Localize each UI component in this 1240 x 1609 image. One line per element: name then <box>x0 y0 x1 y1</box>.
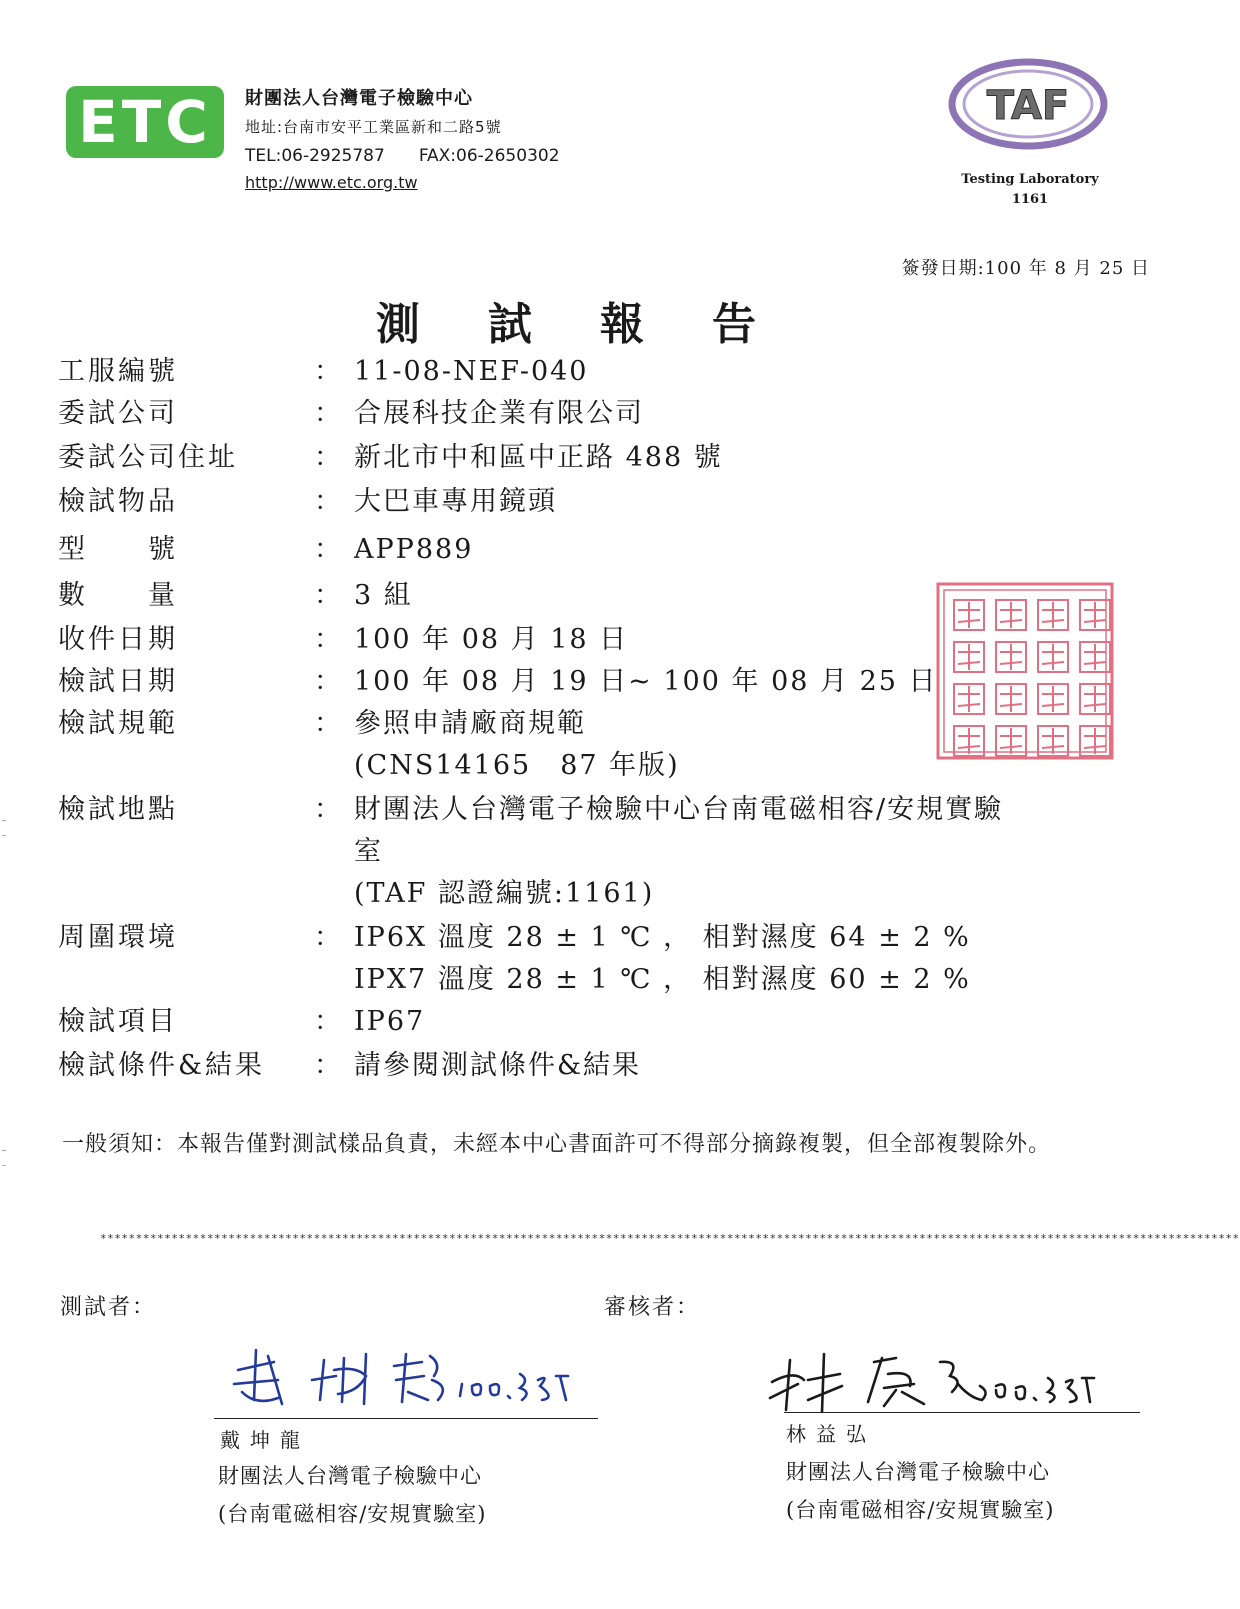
margin-mark <box>2 835 6 836</box>
field-value <box>354 790 1114 916</box>
field-value <box>354 1046 1114 1088</box>
tester-role-label: 測試者： <box>60 1295 157 1320</box>
field-label: 委試公司 <box>58 398 178 429</box>
margin-mark <box>2 820 6 821</box>
field-colon: ： <box>314 580 341 611</box>
taf-number: 1161 <box>1011 192 1049 207</box>
field-colon: ： <box>314 624 341 655</box>
issue-date: 簽發日期:100 年 8 月 25 日 <box>901 258 1150 279</box>
field-value-line: 100 年 08 月 18 日 <box>354 624 629 655</box>
field-label: 檢試條件&結果 <box>58 1050 266 1081</box>
field-value <box>354 482 1114 524</box>
field-value <box>354 394 1114 436</box>
field-value <box>354 1002 1114 1044</box>
field-value-line: 合展科技企業有限公司 <box>354 398 644 429</box>
field-colon: ： <box>314 794 341 825</box>
field-value-line: 室 <box>354 836 383 867</box>
field-colon: ： <box>314 922 341 953</box>
field-value <box>354 438 1114 480</box>
field-value-line: 請參閱測試條件&結果 <box>354 1050 642 1081</box>
field-label: 型 號 <box>58 534 178 565</box>
report-title: 測試報告 <box>376 299 824 350</box>
reviewer-signature <box>764 1340 1144 1420</box>
reviewer-org: 財團法人台灣電子檢驗中心 <box>786 1460 1050 1484</box>
field-colon: ： <box>314 356 341 387</box>
field-label: 收件日期 <box>58 624 178 655</box>
field-label: 檢試規範 <box>58 708 178 739</box>
general-notice: 一般須知：本報告僅對測試樣品負責，未經本中心書面許可不得部分摘錄複製，但全部複製除外。 <box>62 1132 1052 1157</box>
field-value-line: APP889 <box>354 534 474 565</box>
field-colon: ： <box>314 1006 341 1037</box>
tel: TEL:06-2925787 <box>245 146 385 166</box>
official-seal-stamp <box>932 578 1118 764</box>
tester-org: 財團法人台灣電子檢驗中心 <box>218 1464 482 1488</box>
taf-caption-text: Testing Laboratory <box>961 172 1099 187</box>
field-value-line: 100 年 08 月 19 日~ 100 年 08 月 25 日 <box>354 666 938 697</box>
field-value-line: (CNS14165 87 年版) <box>354 750 680 781</box>
field-label: 檢試項目 <box>58 1006 178 1037</box>
field-label: 工服編號 <box>58 356 178 387</box>
field-colon: ： <box>314 708 341 739</box>
org-url[interactable]: http://www.etc.org.tw <box>245 173 418 192</box>
field-value-line: 新北市中和區中正路 488 號 <box>354 442 723 473</box>
etc-logo: ETC <box>66 86 224 158</box>
field-value-line: 財團法人台灣電子檢驗中心台南電磁相容/安規實驗 <box>354 794 1004 825</box>
org-address: 地址:台南市安平工業區新和二路5號 <box>245 118 502 136</box>
field-colon: ： <box>314 486 341 517</box>
taf-logo <box>948 56 1108 152</box>
reviewer-lab: (台南電磁相容/安規實驗室) <box>786 1498 1055 1522</box>
field-value-line: IP6X 溫度 28 ± 1 ℃ ， 相對濕度 64 ± 2 % <box>354 922 971 953</box>
field-value-line: 參照申請廠商規範 <box>354 708 586 739</box>
margin-mark <box>2 1150 6 1151</box>
taf-caption <box>930 170 1130 210</box>
field-value <box>354 530 1114 572</box>
field-label: 周圍環境 <box>58 922 178 953</box>
separator-line: **************************************************************************************************************************************************************** <box>100 1232 1240 1245</box>
tester-lab: (台南電磁相容/安規實驗室) <box>218 1502 487 1526</box>
reviewer-role-label: 審核者： <box>604 1295 701 1320</box>
field-colon: ： <box>314 1050 341 1081</box>
field-label: 檢試物品 <box>58 486 178 517</box>
field-value-line: 3 組 <box>354 580 413 611</box>
org-contact <box>245 146 560 166</box>
field-value-line: 11-08-NEF-040 <box>354 356 589 387</box>
reviewer-signature-line <box>784 1412 1140 1413</box>
reviewer-name: 林益弘 <box>786 1422 876 1446</box>
tester-name: 戴坤龍 <box>220 1428 310 1452</box>
field-value <box>354 352 1114 394</box>
svg-text:TAF: TAF <box>986 83 1070 129</box>
field-colon: ： <box>314 534 341 565</box>
field-label: 檢試日期 <box>58 666 178 697</box>
field-colon: ： <box>314 666 341 697</box>
field-value-line: 大巴車專用鏡頭 <box>354 486 557 517</box>
field-colon: ： <box>314 398 341 429</box>
fax: FAX:06-2650302 <box>418 146 560 166</box>
tester-signature <box>216 1340 606 1420</box>
field-value-line: (TAF 認證編號:1161) <box>354 878 655 909</box>
org-name: 財團法人台灣電子檢驗中心 <box>245 88 473 109</box>
field-value-line: IPX7 溫度 28 ± 1 ℃ ， 相對濕度 60 ± 2 % <box>354 964 971 995</box>
margin-mark <box>2 1165 6 1166</box>
field-colon: ： <box>314 442 341 473</box>
field-label: 檢試地點 <box>58 794 178 825</box>
tester-signature-line <box>214 1418 598 1419</box>
field-label: 數 量 <box>58 580 178 611</box>
field-label: 委試公司住址 <box>58 442 238 473</box>
field-value-line: IP67 <box>354 1006 426 1037</box>
field-value <box>354 918 1114 1002</box>
